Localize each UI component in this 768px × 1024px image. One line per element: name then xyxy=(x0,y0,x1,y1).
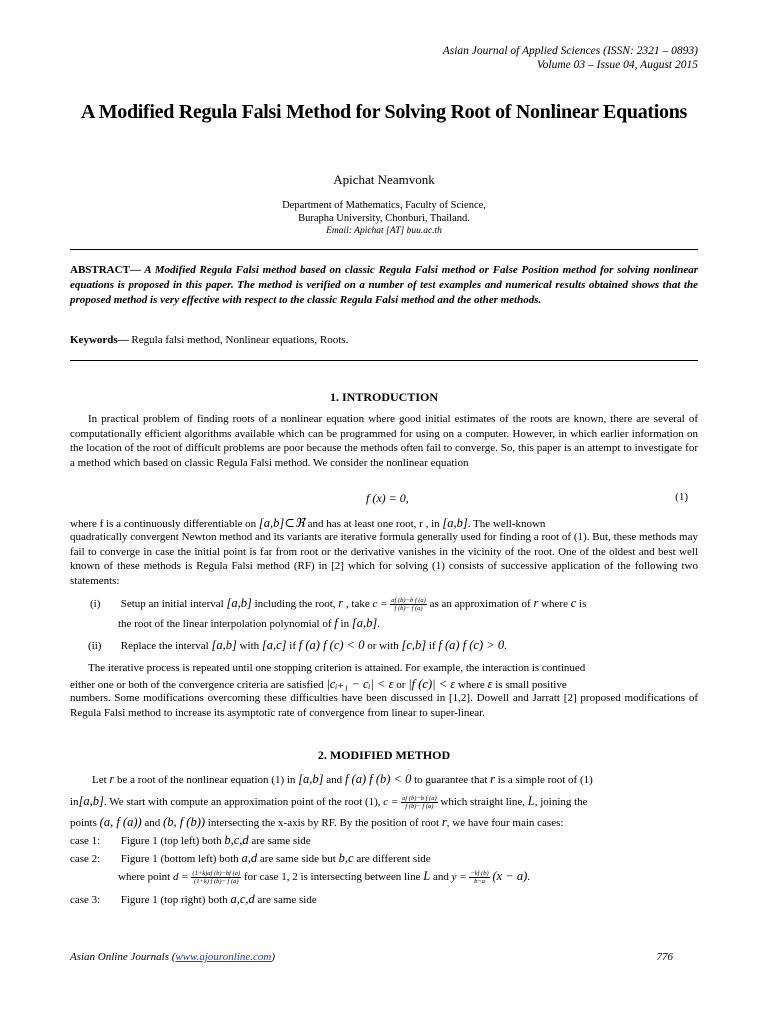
text-span: be a root of the nonlinear equation (1) in xyxy=(117,774,296,786)
math-interval: [a,b] xyxy=(211,638,237,652)
text-span: where f is a continuously differentiable on xyxy=(70,518,257,530)
affiliation-university: Burapha University, Chonburi, Thailand. xyxy=(298,213,470,224)
journal-name: Asian Journal of Applied Sciences (ISSN: 2321 – 0893) xyxy=(442,45,698,57)
text-span: and xyxy=(326,774,343,786)
math-condition: |cᵢ₊₁ − cᵢ| < ε xyxy=(326,677,394,691)
equation-1-number: (1) xyxy=(675,491,688,503)
math-interval: [a,b] xyxy=(442,516,468,530)
math-interval: [a,b]⊂ℜ xyxy=(258,516,305,530)
text-span: to guarantee that xyxy=(414,774,488,786)
math-var: L xyxy=(527,794,535,808)
text-span: is a simple root of (1) xyxy=(497,774,593,786)
math-var: ε xyxy=(487,677,493,691)
abstract-text: A Modified Regula Falsi method based on classic Regula Falsi method or False Position method for solving nonlinear equations is proposed in this paper. The method is verified on a number of test examples and numerical results obtained shows that the proposed method is very effective with respect to the classic Regula Falsi method and the other methods. xyxy=(70,264,698,306)
math-interval: [a,c] xyxy=(261,638,287,652)
text-span: is xyxy=(579,598,587,610)
intro-paragraph-3-line-1: The iterative process is repeated until one stopping criterion is attained. For example, the interaction is continued xyxy=(88,662,586,674)
math-interval: [a,b] xyxy=(351,616,378,630)
math-interval: [c,b] xyxy=(401,638,427,652)
math-expression: (x − a) xyxy=(492,869,528,883)
intro-paragraph-2: quadratically convergent Newton method and its variants are iterative formula generally used for finding a root of (1). But, these methods may fail to converge in case the initial point is far from root or the derivative vanishes in the vicinity of the root. One of the oldest and best well known of these methods is Regula Falsi method (RF) in [2] which for solving (1) consists of successive application of the following two statements: xyxy=(70,531,698,587)
case-1 xyxy=(70,833,698,848)
math-point: (a, f (a)) xyxy=(99,815,142,829)
fraction-denominator: (1+k) f (b)− f (a) xyxy=(194,877,239,885)
text-span: Asian Online Journals ( xyxy=(70,951,176,963)
point-d-definition xyxy=(70,869,746,885)
case-3 xyxy=(70,892,698,907)
math-var: f xyxy=(334,616,338,630)
text-span: as an approximation of xyxy=(429,598,531,610)
equation-1-expression: f (x) = 0, xyxy=(366,491,409,505)
math-condition: f (a) f (c) > 0 xyxy=(438,638,505,652)
text-span: are same side xyxy=(251,835,311,847)
intro-paragraph-2-line-1 xyxy=(70,515,698,531)
bottom-divider xyxy=(70,360,698,361)
math-var: r xyxy=(533,596,539,610)
keywords xyxy=(70,334,698,346)
text-span: . The well-known xyxy=(467,518,546,530)
math-var: b,c xyxy=(338,851,354,865)
case-2 xyxy=(70,851,698,866)
case-label: case 1: xyxy=(70,835,101,847)
fraction-denominator: b−a xyxy=(474,877,485,885)
math-var: c = xyxy=(383,796,399,808)
case-label: case 3: xyxy=(70,894,101,906)
text-span: where xyxy=(457,679,485,691)
fraction-numerator: af (b)−b f (a) xyxy=(391,596,426,604)
math-var: c = xyxy=(372,598,388,610)
math-var: r xyxy=(490,772,496,786)
fraction-c xyxy=(401,795,438,810)
affiliation xyxy=(70,199,698,238)
fraction-numerator: (1+k)af (b)−bf (a) xyxy=(192,869,241,877)
text-span: which straight line, xyxy=(440,796,525,808)
list-item-i xyxy=(70,596,698,612)
text-span: for case 1, 2 is intersecting between line xyxy=(243,871,421,883)
text-span: Let xyxy=(92,774,107,786)
math-var: r xyxy=(338,596,344,610)
section-heading-modified-method: 2. MODIFIED METHOD xyxy=(317,748,451,762)
intro-paragraph-3-line-2 xyxy=(70,676,698,692)
fraction-y xyxy=(469,870,489,885)
fraction-denominator: f (b)− f (a) xyxy=(405,802,434,810)
text-span: are different side xyxy=(356,853,431,865)
math-var: y = xyxy=(451,871,467,883)
math-var: a,c,d xyxy=(230,892,255,906)
text-span: intersecting the x-axis by RF. By the position of root xyxy=(207,817,440,829)
affiliation-department: Department of Mathematics, Faculty of Science, xyxy=(282,200,486,211)
math-condition: |f (c)| < ε xyxy=(408,677,456,691)
author-name: Apichat Neamvonk xyxy=(333,172,435,187)
text-span: if xyxy=(428,640,436,652)
case-label: case 2: xyxy=(70,853,101,865)
math-interval: [a,b] xyxy=(78,794,104,808)
math-var: c xyxy=(570,596,577,610)
math-interval: [a,b] xyxy=(226,596,252,610)
list-marker: (ii) xyxy=(88,640,102,652)
top-divider xyxy=(70,249,698,250)
text-span: where point xyxy=(118,871,171,883)
list-marker: (i) xyxy=(90,598,101,610)
text-span: and xyxy=(432,871,449,883)
math-var: r xyxy=(109,772,115,786)
text-span: the root of the linear interpolation polynomial of xyxy=(118,618,332,630)
page-number: 776 xyxy=(656,951,673,963)
fraction-numerator: −kf (b) xyxy=(470,869,489,877)
text-span: either one or both of the convergence criteria are satisfied xyxy=(70,679,324,691)
modified-line-3 xyxy=(70,815,698,830)
text-span: Setup an initial interval xyxy=(120,598,224,610)
fraction-denominator: f (b)− f (a) xyxy=(394,604,423,612)
text-span: ) xyxy=(271,951,276,963)
text-span: are same side but xyxy=(259,853,336,865)
math-condition: f (a) f (c) < 0 xyxy=(298,638,365,652)
publisher-link[interactable]: www.ajouronline.com xyxy=(175,951,272,963)
math-var: d = xyxy=(172,871,189,883)
text-span: where xyxy=(541,598,568,610)
math-condition: f (a) f (b) < 0 xyxy=(344,772,412,786)
math-var: r xyxy=(441,815,447,829)
text-span: or with xyxy=(367,640,399,652)
text-span: are same side xyxy=(257,894,317,906)
math-var: b,c,d xyxy=(224,833,249,847)
text-span: is small positive xyxy=(495,679,567,691)
modified-line-1 xyxy=(70,772,720,787)
text-span: , take xyxy=(345,598,370,610)
text-span: . xyxy=(527,871,530,883)
text-span: points xyxy=(70,817,97,829)
text-span: . xyxy=(377,618,380,630)
text-span: Figure 1 (top left) both xyxy=(120,835,222,847)
keywords-label: Keywords— xyxy=(70,334,129,346)
paper-title: A Modified Regula Falsi Method for Solving Root of Nonlinear Equations xyxy=(80,101,688,123)
list-item-ii xyxy=(70,638,698,653)
fraction-c xyxy=(390,597,427,612)
math-var: L xyxy=(423,869,431,883)
text-span: with xyxy=(239,640,260,652)
text-span: if xyxy=(289,640,297,652)
journal-volume: Volume 03 – Issue 04, August 2015 xyxy=(536,59,698,71)
math-var: a,d xyxy=(241,851,258,865)
text-span: . xyxy=(504,640,507,652)
list-item-i-line-2 xyxy=(70,616,746,631)
intro-paragraph-3: numbers. Some modifications overcoming these difficulties have been discussed in [1,2]. Dowell and Jarratt [2] proposed modifications of Regula Falsi method to increase its asymptotic rate of convergence from linear to super-linear. xyxy=(70,692,698,719)
text-span: Figure 1 (top right) both xyxy=(120,894,228,906)
text-span: , we have four main cases: xyxy=(446,817,564,829)
text-span: Figure 1 (bottom left) both xyxy=(120,853,239,865)
text-span: in xyxy=(340,618,350,630)
text-span: in xyxy=(70,796,79,808)
text-span: and has at least one root, r , in xyxy=(307,518,440,530)
abstract xyxy=(70,263,698,308)
abstract-label: ABSTRACT— xyxy=(70,264,141,276)
text-span: and xyxy=(144,817,161,829)
keywords-text: Regula falsi method, Nonlinear equations, Roots. xyxy=(128,334,349,346)
footer-publisher xyxy=(70,951,275,963)
author-email: Email: Apichat [AT] buu.ac.th xyxy=(326,226,442,236)
text-span: . We start with compute an approximation point of the root (1), xyxy=(103,796,381,808)
intro-paragraph-1: In practical problem of finding roots of a nonlinear equation where good initial estimates of the roots are known, there are several of computationally efficient algorithms available which can be programmed for using on a computer. However, in which earlier information on the location of the root of difficult problems are poor because the methods often fail to converge. So, this paper is an attempt to investigate for a method which based on classic Regula Falsi method. We consider the nonlinear equation xyxy=(70,413,698,469)
fraction-d xyxy=(191,870,241,885)
text-span: including the root, xyxy=(254,598,336,610)
text-span: or xyxy=(396,679,406,691)
math-point: (b, f (b)) xyxy=(163,815,206,829)
text-span: , joining the xyxy=(534,796,588,808)
math-interval: [a,b] xyxy=(298,772,324,786)
journal-header xyxy=(443,44,698,72)
fraction-numerator: af (b)−b f (a) xyxy=(402,794,437,802)
section-heading-introduction: 1. INTRODUCTION xyxy=(329,390,438,404)
text-span: Replace the interval xyxy=(120,640,209,652)
modified-line-2 xyxy=(70,794,698,810)
